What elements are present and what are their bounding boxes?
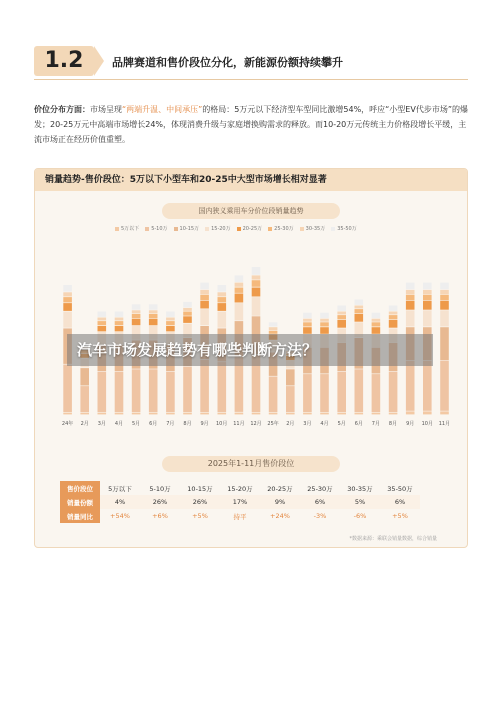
bar-segment (98, 318, 107, 321)
section-divider (34, 79, 468, 80)
bar-segment (337, 315, 346, 319)
legend-label: 10-15万 (179, 226, 200, 232)
bar-segment (337, 413, 346, 415)
bar-segment (303, 413, 312, 415)
x-tick-label: 12月 (250, 421, 262, 427)
bar-segment (63, 303, 72, 311)
bar-segment (406, 295, 415, 300)
bar-segment (200, 290, 209, 294)
price-band-table (60, 481, 420, 523)
x-tick-label: 7月 (166, 421, 175, 427)
bar-segment (132, 304, 141, 309)
bar-segment (269, 322, 278, 326)
bar-segment (218, 312, 227, 328)
bar-segment (440, 327, 449, 360)
bar-segment (372, 313, 381, 318)
intro-highlight: “两端升温、中间承压” (122, 105, 203, 114)
bar-segment (320, 319, 329, 322)
intro-paragraph (34, 102, 468, 147)
table-cell: 4% (100, 495, 140, 509)
bar-segment (320, 322, 329, 326)
bar-segment (98, 372, 107, 412)
table-cell: +54% (110, 512, 130, 520)
table-cell: 20-25万 (267, 484, 293, 493)
bar-segment (200, 309, 209, 325)
bar-segment (252, 297, 261, 316)
bar-segment (389, 413, 398, 415)
x-tick-label: 8月 (183, 421, 192, 427)
bar-segment (183, 367, 192, 412)
bar-segment (372, 322, 381, 326)
table-cell: 26% (140, 495, 180, 509)
bar-segment (337, 312, 346, 315)
bar-segment (115, 326, 124, 331)
bar-segment (355, 413, 364, 415)
table-cell: 5-10万 (149, 484, 171, 493)
bar-segment (423, 361, 432, 411)
bar-segment (115, 312, 124, 317)
x-tick-label: 25年 (267, 421, 279, 427)
table-cell: 26% (180, 495, 220, 509)
table-cell: +5% (192, 512, 208, 520)
bar-segment (235, 275, 244, 282)
table-row (60, 481, 420, 495)
bar-segment (252, 267, 261, 275)
bar-segment (389, 372, 398, 412)
bar-segment (423, 295, 432, 300)
table-cell: 9% (260, 495, 300, 509)
x-tick-label: 2月 (80, 421, 89, 427)
legend-item (174, 225, 200, 232)
bar-segment (115, 372, 124, 412)
bar-segment (80, 386, 89, 412)
legend-swatch (205, 227, 209, 231)
bar-segment (423, 411, 432, 414)
bar-segment (132, 369, 141, 412)
x-tick-label: 10月 (421, 421, 433, 427)
card-title: 销量趋势-售价段位：5万以下小型车和20-25中大型市场增长相对显著 (35, 169, 467, 191)
bar-segment (389, 306, 398, 311)
legend-swatch (145, 227, 149, 231)
bar-segment (166, 326, 175, 331)
table-cell: 25-30万 (307, 484, 333, 493)
bar-segment (303, 313, 312, 318)
bar-segment (80, 368, 89, 385)
legend-item (300, 225, 326, 232)
bar-segment (149, 369, 158, 412)
intro-text-1: 市场呈现 (90, 105, 122, 114)
table-cell: 15-20万 (227, 484, 253, 493)
bar-segment (132, 310, 141, 313)
bar-segment (440, 361, 449, 411)
bar-segment (286, 413, 295, 415)
bar-segment (252, 280, 261, 287)
bar-segment (200, 295, 209, 300)
table-cell: 35-50万 (387, 484, 413, 493)
bar-segment (406, 411, 415, 414)
bar-segment (166, 318, 175, 321)
x-tick-label: 4月 (320, 421, 329, 427)
legend-label: 15-20万 (211, 226, 231, 232)
bar-segment (183, 302, 192, 307)
bar-segment (166, 321, 175, 325)
bar-segment (269, 327, 278, 330)
bar-segment (269, 377, 278, 413)
bar-segment (235, 288, 244, 293)
legend-swatch (268, 227, 272, 231)
bar-segment (218, 292, 227, 296)
legend-label: 20-25万 (242, 226, 263, 232)
bar-segment (355, 300, 364, 305)
x-tick-label: 3月 (303, 421, 312, 427)
bar-segment (440, 283, 449, 290)
bar-segment (63, 292, 72, 296)
table-cell: 持平 (233, 512, 247, 521)
table-row (60, 495, 420, 509)
x-tick-label: 5月 (132, 421, 141, 427)
legend-item (237, 225, 263, 232)
legend-label: 35-50万 (337, 226, 357, 232)
bar-segment (166, 312, 175, 317)
bar-segment (183, 316, 192, 323)
table-cell: 17% (220, 495, 260, 509)
table-cell: 6% (380, 495, 420, 509)
bar-segment (218, 285, 227, 292)
bar-segment (98, 413, 107, 415)
table-row (60, 509, 420, 523)
bar-segment (355, 314, 364, 322)
bar-segment (218, 362, 227, 412)
bar-segment (337, 306, 346, 311)
section-number: 1.2 (34, 46, 94, 76)
bar-segment (183, 308, 192, 311)
bar-segment (166, 372, 175, 412)
bar-segment (235, 303, 244, 320)
bar-segment (406, 361, 415, 411)
bar-segment (252, 288, 261, 297)
legend-label: 5-10万 (151, 226, 168, 232)
bar-segment (269, 413, 278, 415)
bar-segment (303, 327, 312, 334)
bar-segment (63, 312, 72, 328)
bar-segment (372, 413, 381, 415)
table-cell: +5% (392, 512, 408, 520)
legend-item (268, 225, 294, 232)
table-cell: 5万以下 (108, 484, 132, 493)
legend-swatch (331, 227, 335, 231)
bar-segment (440, 310, 449, 326)
table-cell: +6% (152, 512, 168, 520)
row-header: 销量同比 (60, 509, 100, 523)
table-cell: 30-35万 (347, 484, 373, 493)
intro-label: 价位分布方面： (34, 105, 90, 114)
bar-segment (132, 314, 141, 318)
bar-segment (423, 290, 432, 294)
bar-segment (149, 304, 158, 309)
bar-segment (63, 285, 72, 292)
bar-segment (355, 309, 364, 313)
intro-text-2: 的格局：5万元以下经济型车型同比激增54%，呼应“小型EV代步市场”的爆发；20-25万元中高端市场增长24%，体现消费升级与家庭增换购需求的释放。而10-20万元传统主力价格段增长平缓，主流市场正在经历价值重塑。 (34, 105, 468, 144)
bar-segment (320, 327, 329, 334)
bar-segment (149, 314, 158, 318)
bar-segment (355, 306, 364, 309)
table-cell: +24% (270, 512, 290, 520)
bar-segment (115, 318, 124, 321)
bar-segment (320, 313, 329, 318)
bar-segment (183, 413, 192, 415)
bar-segment (406, 290, 415, 294)
chart-title: 国内狭义乘用车分价位段销量趋势 (162, 203, 340, 219)
bar-segment (372, 327, 381, 334)
bar-segment (80, 413, 89, 415)
bar-segment (372, 319, 381, 322)
legend-swatch (115, 227, 119, 231)
bar-segment (423, 310, 432, 326)
table-cell: 6% (300, 495, 340, 509)
bar-segment (218, 413, 227, 415)
bar-segment (235, 283, 244, 287)
bar-segment (337, 320, 346, 328)
bar-segment (423, 283, 432, 290)
x-tick-label: 11月 (438, 421, 451, 427)
bar-segment (440, 290, 449, 294)
bar-segment (200, 360, 209, 412)
bar-segment (200, 413, 209, 415)
bar-segment (63, 365, 72, 413)
legend-item (331, 225, 357, 232)
legend-swatch (300, 227, 304, 231)
bar-segment (337, 372, 346, 412)
bar-segment (286, 386, 295, 412)
bar-segment (115, 321, 124, 325)
bar-segment (63, 297, 72, 302)
bar-segment (98, 312, 107, 317)
bar-segment (440, 411, 449, 414)
row-header: 销量份额 (60, 495, 100, 509)
x-tick-label: 24年 (61, 421, 74, 427)
legend-item (205, 225, 231, 232)
x-tick-label: 7月 (371, 421, 380, 427)
bar-segment (252, 413, 261, 415)
x-tick-label: 9月 (200, 421, 209, 427)
bar-segment (149, 413, 158, 415)
bar-segment (115, 413, 124, 415)
overlay-banner: 汽车市场发展趋势有哪些判断方法？ (67, 334, 433, 366)
x-tick-label: 8月 (388, 421, 398, 427)
x-tick-label: 6月 (354, 421, 363, 427)
legend-swatch (174, 227, 178, 231)
table-cell: 5% (340, 495, 380, 509)
table-cell: -3% (313, 512, 327, 520)
bar-segment (303, 322, 312, 326)
bar-segment (440, 301, 449, 310)
bar-segment (98, 326, 107, 331)
bar-segment (406, 283, 415, 290)
x-tick-label: 9月 (406, 421, 415, 427)
data-source-note: *数据来源：乘联会销量数据，综合销量 (349, 536, 437, 542)
legend-swatch (237, 227, 241, 231)
bar-segment (235, 413, 244, 415)
bar-segment (406, 301, 415, 310)
bar-segment (235, 294, 244, 303)
bar-segment (149, 319, 158, 326)
row-header: 售价段位 (60, 481, 100, 495)
chart-legend (115, 225, 405, 232)
bar-segment (98, 321, 107, 325)
bar-segment (63, 413, 72, 415)
legend-item (115, 225, 139, 232)
legend-label: 30-35万 (305, 226, 326, 232)
bar-segment (200, 301, 209, 309)
bar-segment (440, 295, 449, 300)
bar-segment (132, 319, 141, 326)
bar-segment (423, 301, 432, 310)
bar-segment (218, 297, 227, 302)
bar-segment (149, 310, 158, 313)
bar-segment (320, 413, 329, 415)
x-tick-label: 2月 (286, 421, 295, 427)
bar-segment (286, 369, 295, 385)
bar-segment (252, 275, 261, 279)
table-cell: 10-15万 (187, 484, 213, 493)
bar-segment (218, 303, 227, 311)
bar-segment (389, 312, 398, 315)
table-cell: -6% (353, 512, 367, 520)
bar-segment (200, 283, 209, 290)
bar-segment (320, 374, 329, 412)
bar-segment (303, 374, 312, 412)
x-tick-label: 4月 (114, 421, 124, 427)
section-title: 品牌赛道和售价段位分化，新能源份额持续攀升 (112, 56, 343, 69)
bar-segment (132, 413, 141, 415)
bar-segment (166, 413, 175, 415)
legend-label: 25-30万 (274, 226, 294, 232)
bar-segment (389, 315, 398, 319)
x-tick-label: 11月 (233, 421, 245, 427)
x-tick-label: 10月 (216, 421, 228, 427)
bar-segment (406, 310, 415, 326)
x-tick-label: 5月 (337, 421, 346, 427)
bar-segment (355, 369, 364, 412)
bar-segment (303, 319, 312, 322)
x-tick-label: 3月 (97, 421, 106, 427)
legend-label: 5万以下 (121, 226, 140, 232)
x-tick-label: 6月 (149, 421, 158, 427)
table-title: 2025年1-11月售价段位 (162, 456, 340, 472)
bar-segment (389, 320, 398, 328)
bar-segment (183, 312, 192, 316)
legend-item (145, 225, 167, 232)
bar-segment (372, 374, 381, 412)
